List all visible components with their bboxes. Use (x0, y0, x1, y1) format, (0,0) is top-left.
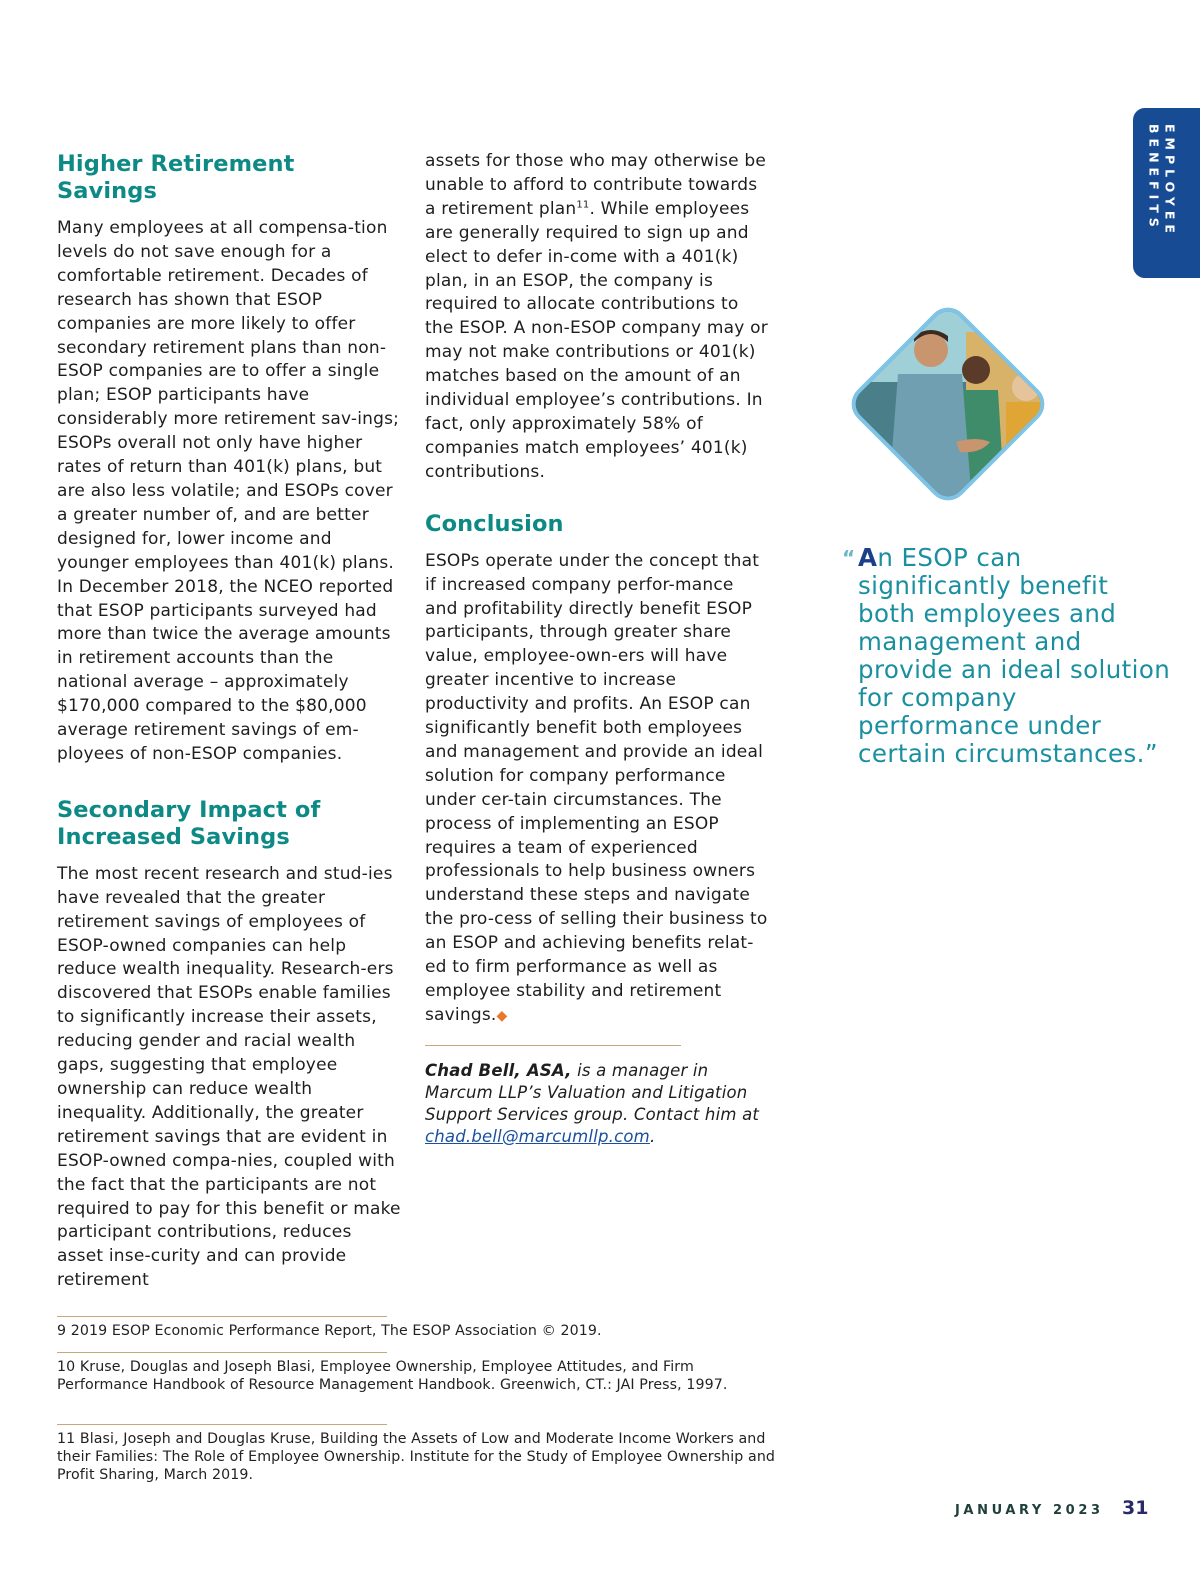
heading-conclusion: Conclusion (425, 510, 564, 537)
quote-open-mark: “ (842, 546, 856, 570)
heading-higher-retirement-savings: Higher Retirement Savings (57, 151, 295, 204)
conclusion-text: ESOPs operate under the concept that if increased company perfor-mance and profitability directly benefit ESOP participants, through greater share value, employee-own-ers will have greater incentive to increase productivity and profits. An ESOP can significantly benefit both employees and management and provide an ideal solution for company performance under cer-tain circumstances. The process of implementing an ESOP requires a team of experienced professionals to help business owners understand these steps and navigate the pro-cess of selling their business to an ESOP and achieving benefits relat-ed to firm performance as well as employee stability and retirement savings. (425, 550, 768, 1025)
author-name: Chad Bell, ASA, (425, 1060, 572, 1080)
left-column (57, 151, 402, 1293)
continued-text-2: . While employees are generally required to sign up and elect to defer in-come with a 401(k) plan, in an ESOP, the company is required to allocate contributions to the ESOP. A non-ESOP company may or may not make contributions or 401(k) matches based on the amount of an individual employee’s contributions. In fact, only approximately 58% of companies match employees’ 401(k) contributions. (425, 198, 768, 482)
page-number: 31 (1122, 1497, 1149, 1519)
author-description: is a manager in Marcum LLP’s Valuation and Litigation Support Services group. Contact him at (425, 1060, 760, 1124)
pull-quote-first-letter: A (858, 543, 878, 572)
handshake-photo (836, 292, 1060, 516)
pull-quote (842, 544, 1172, 768)
section1-body: Many employees at all compensa-tion levels do not save enough for a comfortable retirement. Decades of research has shown that ESOP companies are more likely to offer secondary retirement plans than non-ESOP companies are to offer a single plan; ESOP participants have considerably more retirement sav-ings; ESOPs overall not only have higher rates of return than 401(k) plans, but are also less volatile; and ESOPs cover a greater number of, and are better designed for, lower income and younger employees than 401(k) plans. In December 2018, the NCEO reported that ESOP participants surveyed had more than twice the average amounts in retirement accounts than the national average – approximately $170,000 compared to the $80,000 average retirement savings of em-ployees of non-ESOP companies. (57, 218, 400, 764)
author-byline (425, 1060, 770, 1148)
footnote-10: 10 Kruse, Douglas and Joseph Blasi, Employee Ownership, Employee Attitudes, and Firm Performance Handbook of Resource Management Handbook. Greenwich, CT.: JAI Press, 1997. (57, 1359, 728, 1393)
footnote-rule-10 (57, 1352, 387, 1353)
section2-body: The most recent research and stud-ies have revealed that the greater retirement savings of employees of ESOP-owned companies can help reduce wealth inequality. Research-ers discovered that ESOPs enable families to significantly increase their assets, reducing gender and racial wealth gaps, suggesting that employee ownership can reduce wealth inequality. Additionally, the greater retirement savings that are evident in ESOP-owned compa-nies, coupled with the fact that the participants are not required to pay for this benefit or make participant contributions, reduces asset inse-curity and can provide retirement (57, 863, 401, 1291)
conclusion-body (425, 550, 770, 1029)
byline-divider (425, 1045, 681, 1046)
middle-column (425, 150, 770, 1148)
footnote-rule-11 (57, 1424, 387, 1425)
issue-date: JANUARY 2023 (955, 1503, 1104, 1518)
continued-text: assets for those who may otherwise be unable to afford to contribute towards a retirement plan (425, 151, 767, 219)
continued-body (425, 150, 770, 485)
footnote-ref-11: 11 (576, 199, 590, 211)
section-tab (1133, 108, 1200, 278)
byline-end: . (649, 1126, 656, 1146)
footnote-9: 9 2019 ESOP Economic Performance Report, The ESOP Association © 2019. (57, 1323, 602, 1339)
footnote-11: 11 Blasi, Joseph and Douglas Kruse, Building the Assets of Low and Moderate Income Workers and their Families: The Role of Employee Ownership. Institute for the Study of Employee Ownership and Profit Sharing, March 2019. (57, 1431, 776, 1483)
section-tab-line2: BENEFITS (1146, 124, 1162, 232)
pull-quote-body: n ESOP can significantly benefit both employees and management and provide an ideal solution for company performance under certain circumstances.” (858, 543, 1171, 768)
end-mark-icon: ◆ (496, 1007, 508, 1024)
author-email-link[interactable]: chad.bell@marcumllp.com (425, 1126, 650, 1146)
footnote-rule-9 (57, 1316, 387, 1317)
heading-secondary-impact: Secondary Impact of Increased Savings (57, 796, 321, 850)
pull-quote-text (858, 544, 1172, 768)
section-tab-line1: EMPLOYEE (1162, 124, 1178, 238)
